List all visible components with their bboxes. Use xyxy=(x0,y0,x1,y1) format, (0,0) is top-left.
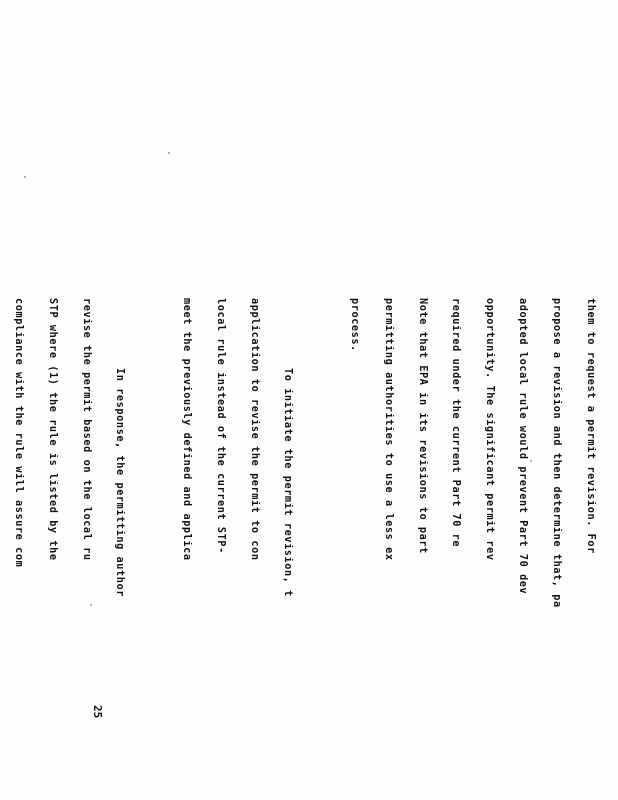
text-line: meet the previously defined and applica xyxy=(181,298,193,561)
text-line: revise the permit based on the local ru xyxy=(80,298,92,561)
text-line: In response, the permitting author xyxy=(114,368,126,597)
text-line: application to revise the permit to con xyxy=(248,298,260,561)
text-line: permitting authorities to use a less ex xyxy=(383,298,395,561)
page-number: 25 xyxy=(91,705,104,719)
text-line: process. xyxy=(349,298,361,352)
text-line: opportunity. The significant permit rev xyxy=(483,298,495,561)
scan-speck xyxy=(24,176,26,178)
text-line: STP where (1) the rule is listed by the xyxy=(47,298,59,561)
text-line: propose a revision and then determine that, pa xyxy=(551,298,562,608)
text-line: Note that EPA in its revisions to part xyxy=(416,298,428,554)
scan-speck xyxy=(168,152,170,154)
text-line: required under the current Part 70 re xyxy=(450,298,462,548)
text-line: local rule instead of the current STP- xyxy=(215,298,227,554)
text-line: To initiate the permit revision, t xyxy=(282,368,294,597)
text-line: compliance with the rule will assure com xyxy=(13,298,25,568)
text-line: adopted local rule would prevent Part 70 dev xyxy=(517,298,529,595)
text-line: them to request a permit revision. For xyxy=(584,298,596,554)
